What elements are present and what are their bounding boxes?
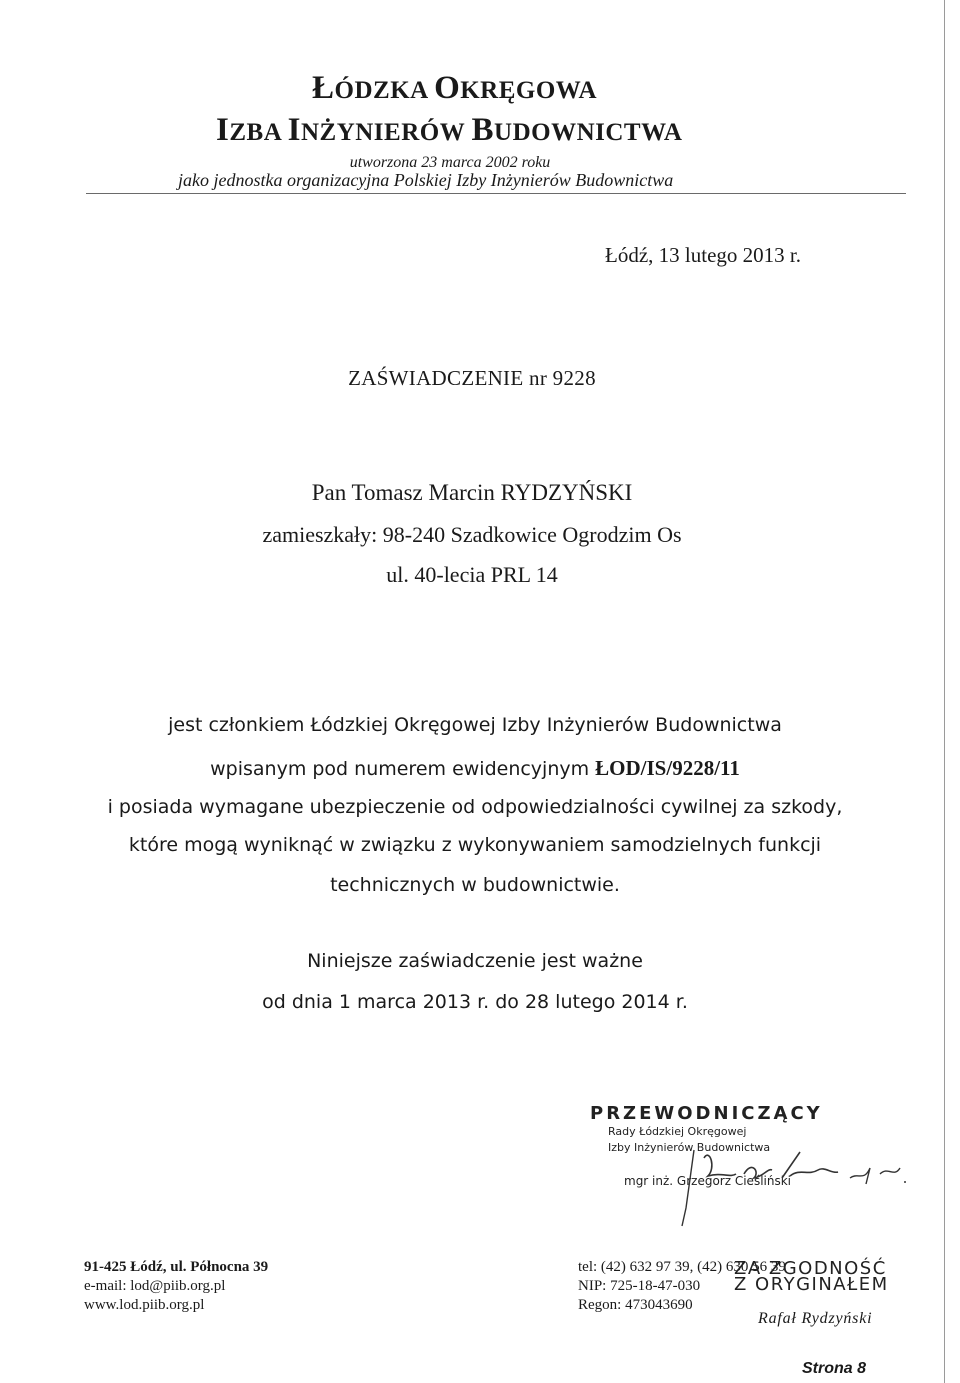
document-date: Łódź, 13 lutego 2013 r. [605, 243, 801, 267]
body-line-1: jest członkiem Łódzkiej Okręgowej Izby Inżynierów Budownictwa [168, 714, 782, 736]
chamber-name-line-2: IZBA INŻYNIERÓW BUDOWNICTWA [216, 112, 683, 148]
footer-contact-left [84, 1258, 268, 1315]
page-edge-rule [944, 0, 945, 1383]
founding-date: utworzona 23 marca 2002 roku [349, 154, 551, 171]
footer-email: e-mail: lod@piib.org.pl [84, 1278, 226, 1294]
footer-website: www.lod.piib.org.pl [84, 1297, 205, 1313]
body-line-3: i posiada wymagane ubezpieczenie od odpowiedzialności cywilnej za szkody, [107, 796, 843, 818]
certification-stamp-line-2: Z ORYGINAŁEM [734, 1274, 889, 1295]
footer-nip: NIP: 725-18-47-030 [578, 1278, 701, 1294]
footer-regon: Regon: 473043690 [578, 1297, 693, 1313]
body-line-5: technicznych w budownictwie. [330, 874, 620, 896]
body-line-2 [60, 756, 890, 781]
person-address-line-2: ul. 40-lecia PRL 14 [386, 562, 558, 587]
registration-number: ŁOD/IS/9228/11 [595, 756, 740, 780]
certification-stamp [734, 1258, 889, 1295]
body-line-2-text: wpisanym pod numerem ewidencyjnym [210, 758, 596, 780]
organization-note: jako jednostka organizacyjna Polskiej Izby Inżynierów Budownictwa [178, 170, 674, 190]
footer-phone: tel: (42) 632 97 39, (42) 630 56 39 [578, 1259, 786, 1275]
body-line-4: które mogą wyniknąć w związku z wykonywaniem samodzielnych funkcji [128, 834, 822, 856]
stamp-signatory-name: mgr inż. Grzegorz Cieśliński [624, 1174, 791, 1188]
certifier-name: Rafał Rydzyński [758, 1310, 873, 1327]
person-address-line-1: zamieszkały: 98-240 Szadkowice Ogrodzim Os [262, 522, 682, 547]
handwritten-signature [604, 1138, 924, 1228]
certification-stamp-line-1: ZA ZGODNOŚĆ [734, 1258, 887, 1279]
person-name: Pan Tomasz Marcin RYDZYŃSKI [311, 480, 633, 505]
page-number: Strona 8 [802, 1360, 867, 1377]
footer-address: 91-425 Łódź, ul. Północna 39 [84, 1259, 269, 1275]
chamber-name-line-1: ŁÓDZKA OKRĘGOWA [312, 70, 598, 106]
stamp-heading: PRZEWODNICZĄCY [590, 1103, 823, 1124]
stamp-line-1: Rady Łódzkiej Okręgowej [608, 1125, 747, 1138]
document-title: ZAŚWIADCZENIE nr 9228 [348, 366, 596, 390]
header-divider [86, 193, 906, 194]
validity-line-1: Niniejsze zaświadczenie jest ważne [307, 950, 643, 972]
stamp-line-2: Izby Inżynierów Budownictwa [608, 1141, 771, 1154]
validity-line-2: od dnia 1 marca 2013 r. do 28 lutego 2014 r. [262, 991, 688, 1013]
